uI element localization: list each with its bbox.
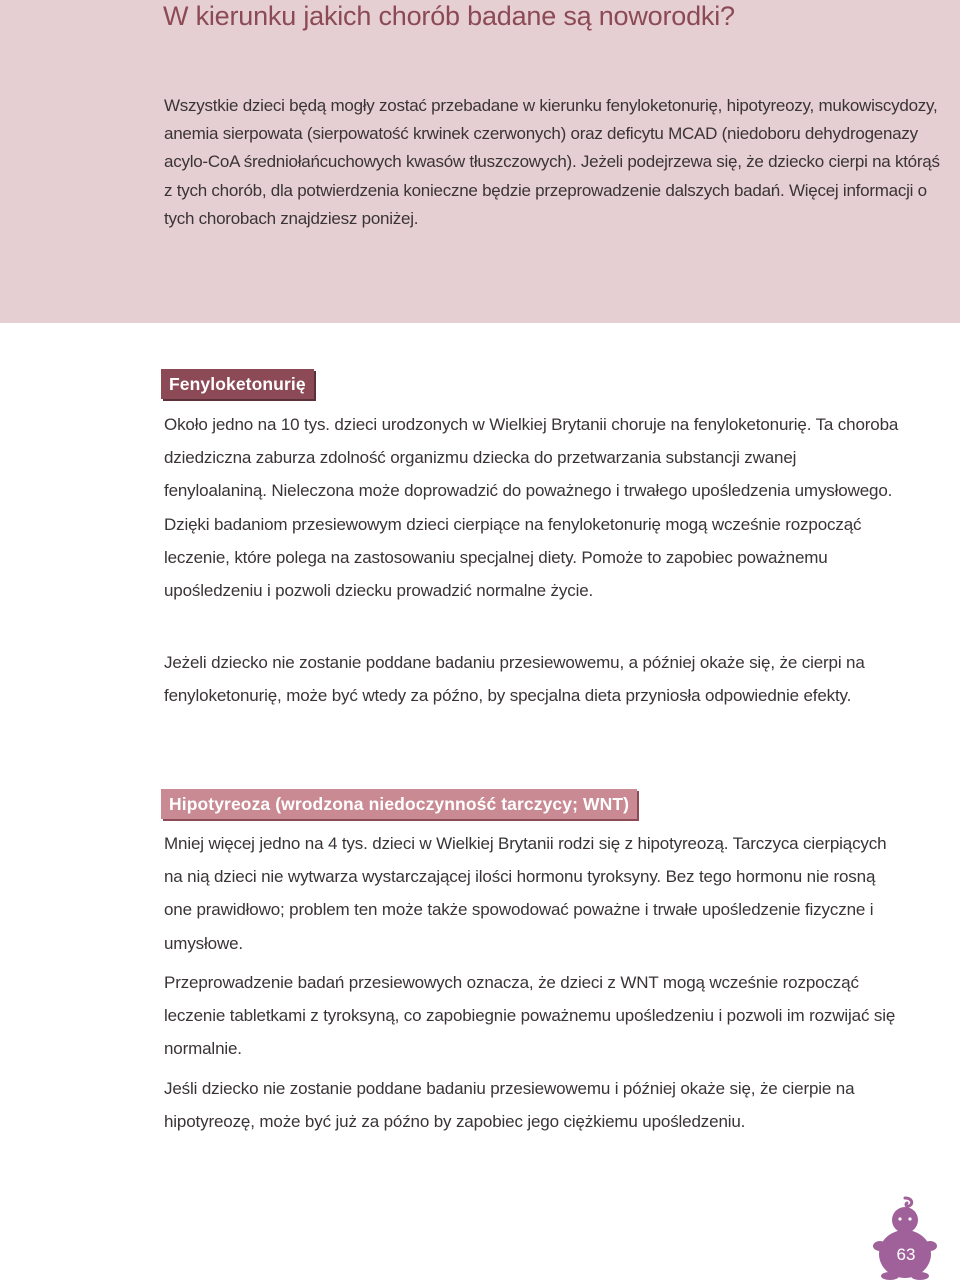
hypothyroidism-paragraph-1: Mniej więcej jedno na 4 tys. dzieci w Wielkiej Brytanii rodzi się z hipotyreozą. Tarczyca cierpiących na nią dzieci nie wytwarza wystarczającej ilości hormonu tyroksyny. Bez tego hormonu nie rosną one prawidłowo; problem ten może także spowodować poważne i trwałe upośledzenie fizyczne i umysłowe.	[164, 834, 887, 953]
hypothyroidism-paragraph-2: Przeprowadzenie badań przesiewowych oznacza, że dzieci z WNT mogą wcześnie rozpocząć leczenie tabletkami z tyroksyną, co zapobiegnie poważnemu upośledzeniu i pozwoli im rozwijać się normalnie.	[164, 973, 896, 1059]
section-heading-phenylketonuria: Fenyloketonurię	[161, 369, 314, 399]
page-title: W kierunku jakich chorób badane są noworodki?	[163, 1, 735, 31]
page-number: 63	[896, 1245, 916, 1264]
phenylketonuria-paragraph-1: Około jedno na 10 tys. dzieci urodzonych w Wielkiej Brytanii choruje na fenyloketonurię. Ta choroba dziedziczna zaburza zdolność organizmu dziecka do przetwarzania substancji zwanej fenyloalaniną. Nieleczona może doprowadzić do poważnego i trwałego upośledzenia umysłowego. Dzięki badaniom przesiewowym dzieci cierpiące na fenyloketonurię mogą wcześnie rozpocząć leczenie, które polega na zastosowaniu specjalnej diety. Pomoże to zapobiec poważnemu upośledzeniu i pozwoli dziecku prowadzić normalne życie.	[164, 415, 899, 601]
section-heading-hypothyroidism: Hipotyreoza (wrodzona niedoczynność tarczycy; WNT)	[161, 789, 637, 819]
intro-paragraph: Wszystkie dzieci będą mogły zostać przebadane w kierunku fenyloketonurię, hipotyreozy, mukowiscydozy, anemia sierpowata (sierpowatość krwinek czerwonych) oraz deficytu MCAD (niedoboru dehydrogenazy acylo-CoA średniołańcuchowych kwasów tłuszczowych). Jeżeli podejrzewa się, że dziecko cierpi na którąś z tych chorób, dla potwierdzenia konieczne będzie przeprowadzenie dalszych badań. Więcej informacji o tych chorobach znajdziesz poniżej.	[164, 96, 940, 228]
baby-mascot-icon	[872, 1196, 938, 1280]
phenylketonuria-paragraph-2: Jeżeli dziecko nie zostanie poddane badaniu przesiewowemu, a później okaże się, że cierpi na fenyloketonurię, może być wtedy za późno, by specjalna dieta przyniosła odpowiednie efekty.	[164, 653, 865, 706]
hypothyroidism-paragraph-3: Jeśli dziecko nie zostanie poddane badaniu przesiewowemu i później okaże się, że cierpie na hipotyreozę, może być już za późno by zapobiec jego ciężkiemu upośledzeniu.	[164, 1079, 855, 1132]
